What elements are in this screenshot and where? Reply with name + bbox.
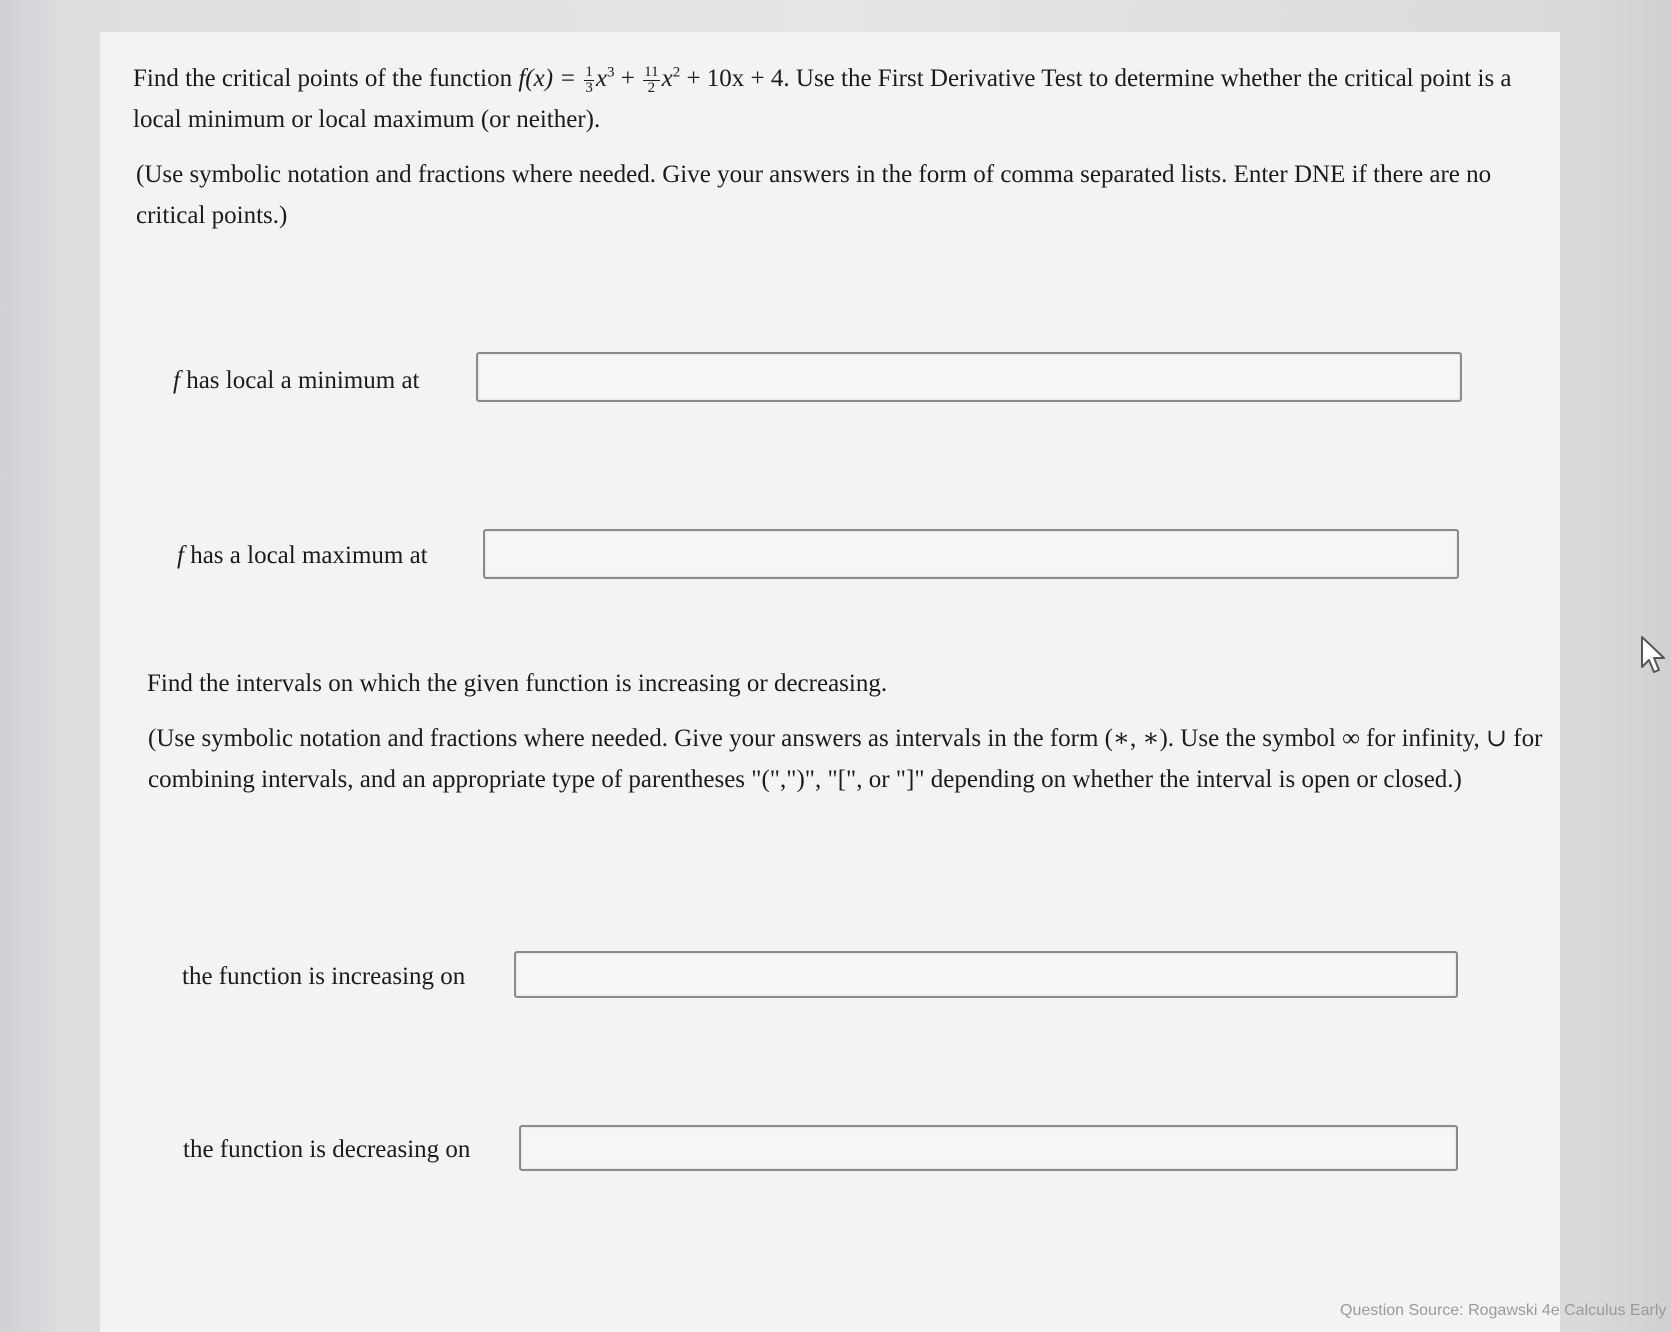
question-2-prompt: Find the intervals on which the given function is increasing or decreasing. <box>147 670 888 697</box>
f-variable: f <box>177 542 184 569</box>
decreasing-label: the function is decreasing on <box>183 1136 471 1163</box>
question-2-instructions: (Use symbolic notation and fractions where needed. Give your answers as intervals in the form (∗, ∗). Use the symbol ∞ for infinity, ∪ for combining intervals, and an appropriate type of parentheses "(",")", "[", or "]" depending on whether the interval is open or closed.) <box>148 725 1543 793</box>
function-rest: + 10x + 4 <box>680 65 784 92</box>
local-max-input[interactable] <box>483 529 1459 579</box>
local-min-input[interactable] <box>476 352 1462 402</box>
term-x-squared: x <box>661 65 673 92</box>
increasing-input[interactable] <box>514 951 1458 998</box>
term-x-cubed: x <box>595 65 608 92</box>
mouse-pointer-icon <box>1640 635 1668 675</box>
decreasing-input[interactable] <box>519 1125 1458 1171</box>
prompt-end: . Use the First Derivative Test to determine whether the critical point is a local minimum or local maximum (or neither). <box>133 65 1512 133</box>
plus-sign: + <box>614 65 642 92</box>
function-lhs: f(x) = <box>518 65 583 92</box>
local-min-label: f has local a minimum at <box>173 367 420 394</box>
question-1-prompt <box>133 58 1553 140</box>
f-variable: f <box>173 367 180 394</box>
fraction-eleven-halves: $\frac{11}{2}$ <box>644 63 659 96</box>
question-1-instructions: (Use symbolic notation and fractions where needed. Give your answers in the form of comma separated lists. Enter DNE if there are no critical points.) <box>136 161 1492 229</box>
prompt-start: Find the critical points of the function <box>133 65 519 92</box>
exponent-2: 2 <box>672 64 681 81</box>
increasing-label: the function is increasing on <box>182 963 466 990</box>
question-source: Question Source: Rogawski 4e Calculus Early <box>1340 1302 1667 1319</box>
fraction-one-third: $\frac{1}{3}$ <box>585 63 593 96</box>
exponent-3: 3 <box>607 64 615 81</box>
local-max-label: f has a local maximum at <box>177 542 428 569</box>
